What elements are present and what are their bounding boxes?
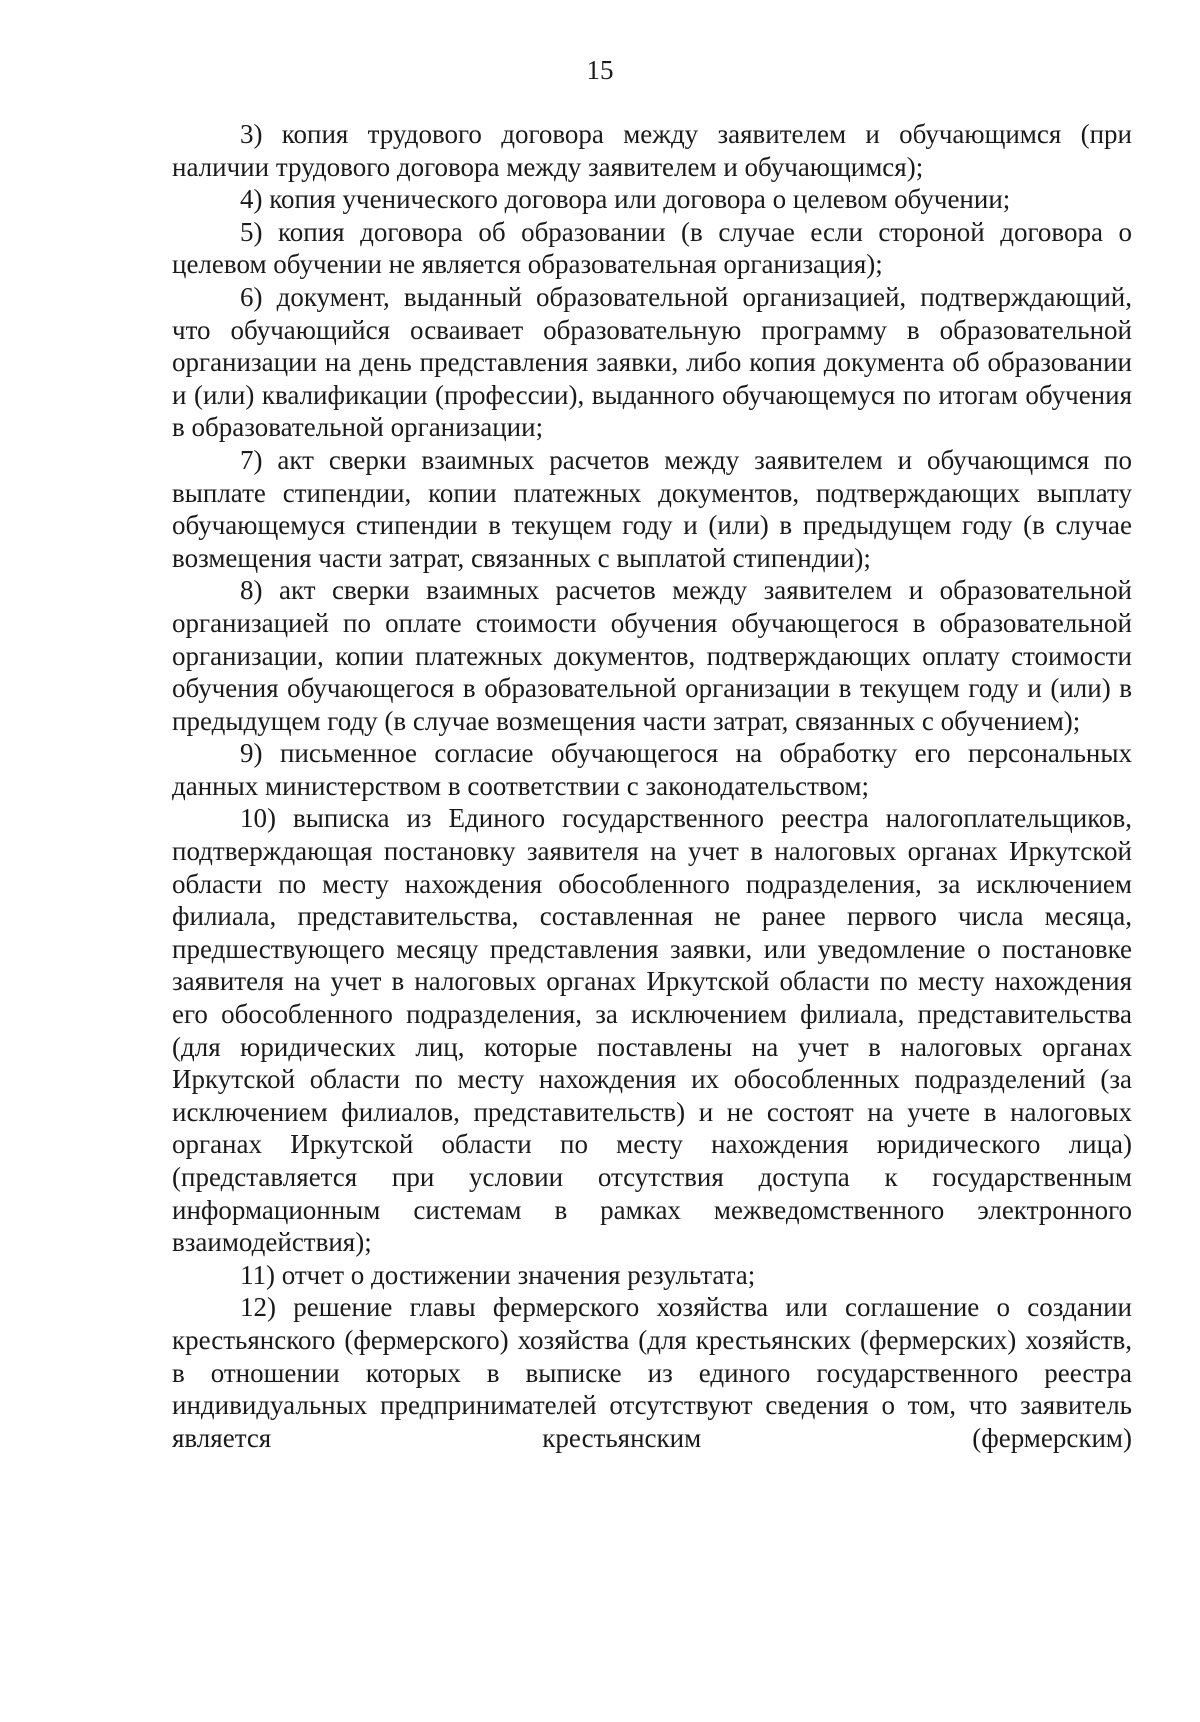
- document-body: [172, 118, 1132, 1454]
- list-item-12: 12) решение главы фермерского хозяйства или соглашение о создании крестьянского (фермерского) хозяйства (для крестьянских (фермерских) хозяйств, в отношении которых в выписке из единого государственного реестра индивидуальных предпринимателей отсутствуют сведения о том, что заявитель является крестьянским (фермерским): [172, 1292, 1132, 1453]
- list-item-9: 9) письменное согласие обучающегося на обработку его персональных данных министерством в соответствии с законодательством;: [172, 738, 1132, 801]
- list-item-4: 4) копия ученического договора или договора о целевом обучении;: [240, 184, 1011, 215]
- list-item-8: 8) акт сверки взаимных расчетов между заявителем и образовательной организацией по оплате стоимости обучения обучающегося в образовательной организации, копии платежных документов, подтверждающих оплату стоимости обучения обучающегося в образовательной организации в текущем году и (или) в предыдущем году (в случае возмещения части затрат, связанных с обучением);: [172, 575, 1132, 736]
- list-item-5: 5) копия договора об образовании (в случае если стороной договора о целевом обучении не является образовательная организация);: [172, 216, 1132, 280]
- list-item-11: 11) отчет о достижении значения результата;: [240, 1259, 756, 1290]
- list-item-6: 6) документ, выданный образовательной организацией, подтверждающий, что обучающийся осваивает образовательную программу в образовательной организации на день представления заявки, либо копия документа об образовании и (или) квалификации (профессии), выданного обучающемуся по итогам обучения в образовательной организации;: [172, 281, 1132, 443]
- list-item-3: 3) копия трудового договора между заявителем и обучающимся (при наличии трудового договора между заявителем и обучающимся);: [172, 119, 1132, 182]
- page-number: 15: [586, 55, 614, 85]
- list-item-7: 7) акт сверки взаимных расчетов между заявителем и обучающимся по выплате стипендии, копии платежных документов, подтверждающих выплату обучающемуся стипендии в текущем году и (или) в предыдущем году (в случае возмещения части затрат, связанных с выплатой стипендии);: [172, 444, 1132, 573]
- list-item-10: 10) выписка из Единого государственного реестра налогоплательщиков, подтверждающая постановку заявителя на учет в налоговых органах Иркутской области по месту нахождения обособленного подразделения, за исключением филиала, представительства, составленная не ранее первого числа месяца, предшествующего месяцу представления заявки, или уведомление о постановке заявителя на учет в налоговых органах Иркутской области по месту нахождения его обособленного подразделения, за исключением филиала, представительства (для юридических лиц, которые поставлены на учет в налоговых органах Иркутской области по месту нахождения их обособленных подразделений (за исключением филиалов, представительств) и не состоят на учете в налоговых органах Иркутской области по месту нахождения юридического лица) (представляется при условии отсутствия доступа к государственным информационным системам в рамках межведомственного электронного взаимодействия);: [172, 803, 1132, 1258]
